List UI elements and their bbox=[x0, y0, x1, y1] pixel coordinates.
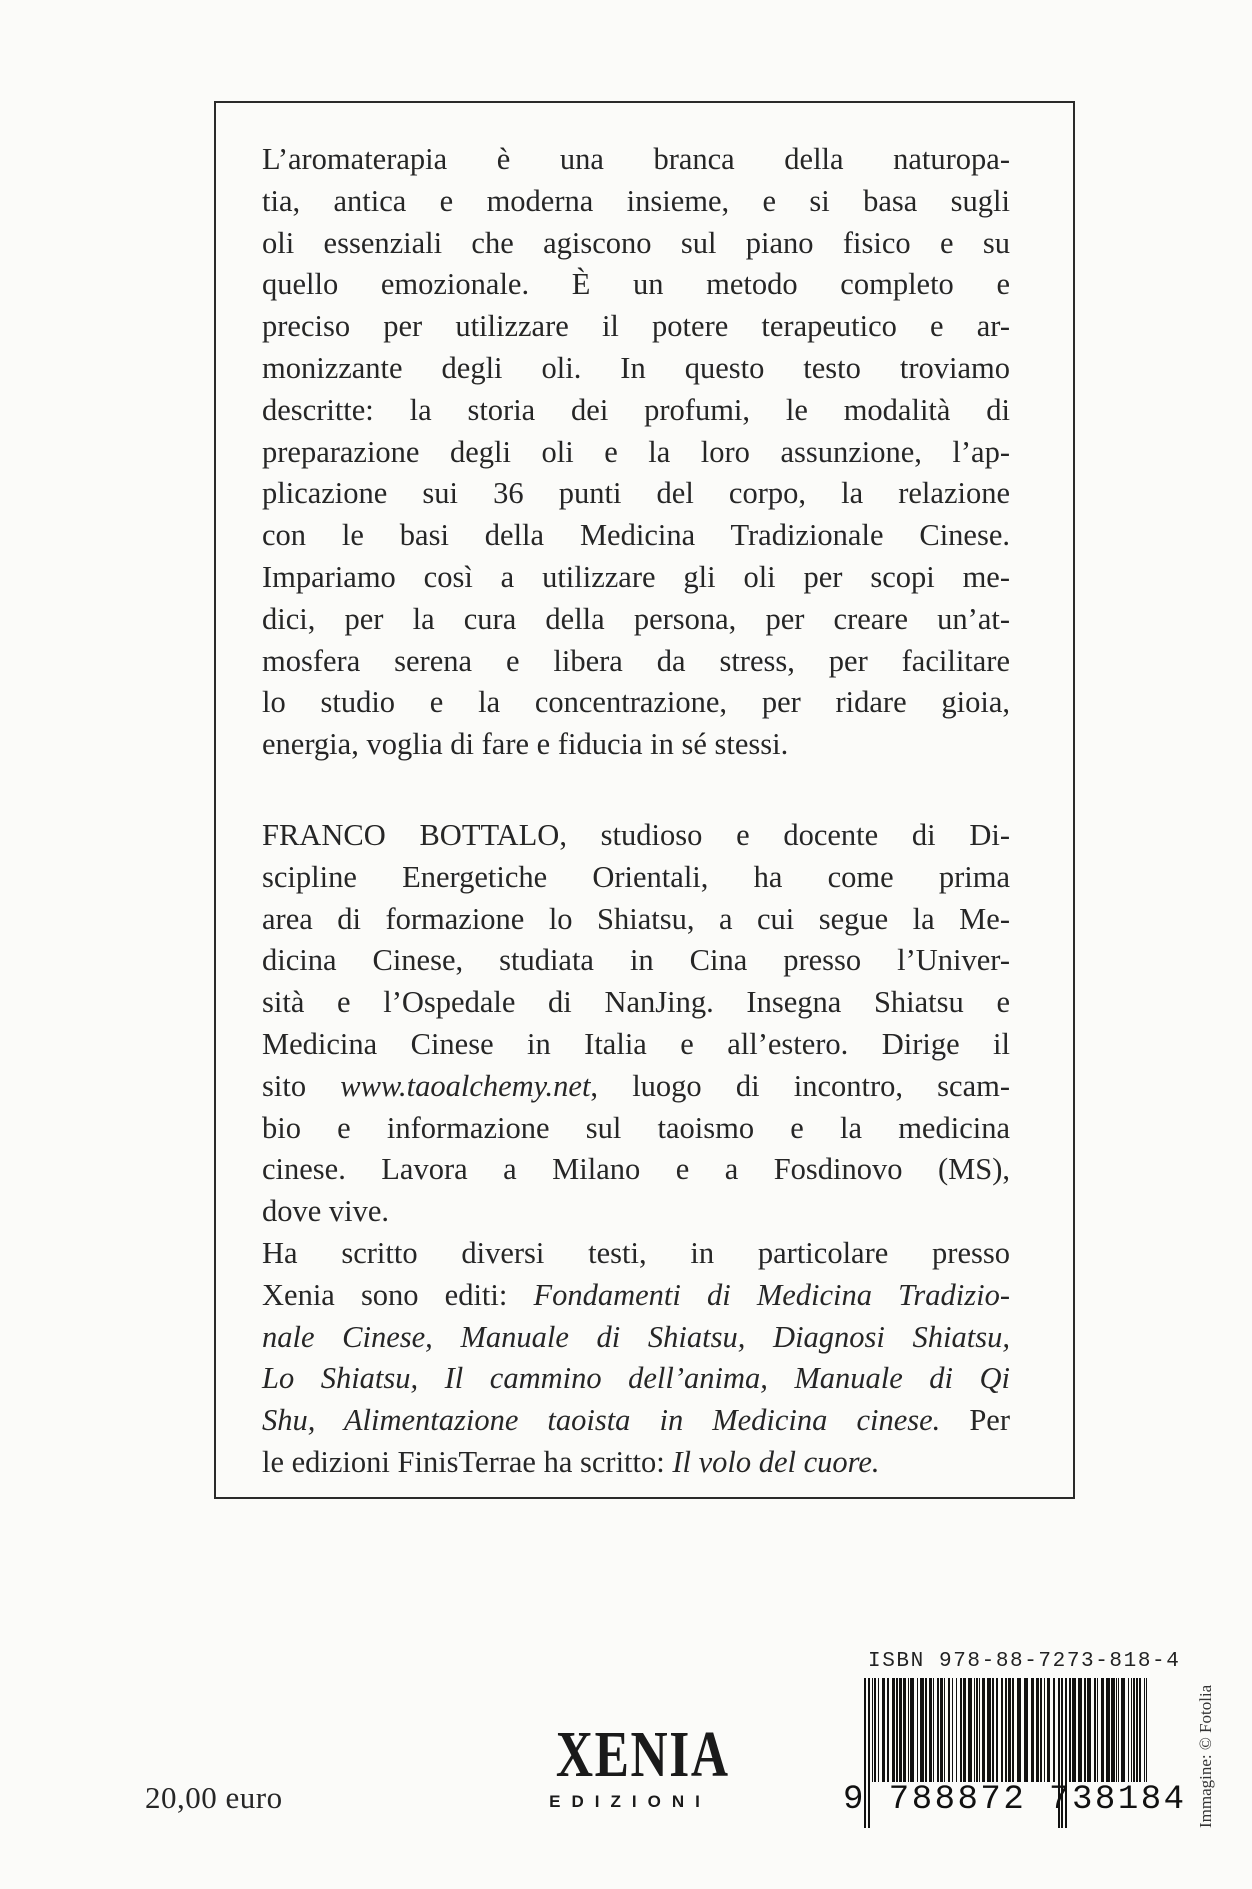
barcode-bar bbox=[892, 1678, 895, 1782]
barcode-bar bbox=[1047, 1678, 1050, 1782]
barcode-bar bbox=[903, 1678, 906, 1782]
text-run: Per bbox=[940, 1403, 1010, 1438]
barcode-bar bbox=[963, 1678, 966, 1782]
barcode-bar bbox=[948, 1678, 950, 1782]
barcode-bar bbox=[1128, 1678, 1129, 1782]
barcode-bar bbox=[1012, 1678, 1014, 1782]
text-run: , luogo di incontro, scam- bbox=[590, 1068, 1010, 1103]
description-line: preparazione degli oli e la loro assunzione, l’ap- bbox=[262, 434, 1010, 469]
publisher-name: XENIA bbox=[555, 1718, 730, 1791]
italic-run: www.taoalchemy.net bbox=[340, 1068, 591, 1103]
barcode-bar bbox=[968, 1678, 972, 1782]
publisher-subtitle: EDIZIONI bbox=[549, 1792, 711, 1811]
italic-run: nale Cinese, Manuale di Shiatsu, Diagnosi Shiatsu, bbox=[262, 1319, 1010, 1354]
barcode-bar bbox=[956, 1678, 957, 1782]
description-line: Impariamo così a utilizzare gli oli per scopi me- bbox=[262, 559, 1010, 594]
description-line: descritte: la storia dei profumi, le modalità di bbox=[262, 392, 1010, 427]
barcode-bar bbox=[882, 1678, 885, 1782]
barcode-bar bbox=[1101, 1678, 1104, 1782]
barcode-bar bbox=[992, 1678, 994, 1782]
italic-run: Fondamenti di Medicina Tradizio- bbox=[533, 1277, 1010, 1312]
text-run: Xenia sono editi: bbox=[262, 1277, 534, 1312]
text-run: cinese. Lavora a Milano e a Fosdinovo (MS), bbox=[262, 1152, 1010, 1187]
book-description bbox=[262, 139, 1010, 766]
barcode-bar bbox=[1133, 1678, 1135, 1782]
barcode-bar bbox=[1001, 1678, 1003, 1782]
text-run: scipline Energetiche Orientali, ha come prima bbox=[262, 859, 1010, 894]
barcode-bar bbox=[878, 1678, 879, 1782]
barcode-bar bbox=[1139, 1678, 1141, 1782]
description-line: con le basi della Medicina Tradizionale Cinese. bbox=[262, 518, 1010, 553]
barcode-bar bbox=[1144, 1678, 1145, 1782]
ean-digits: 9 788872 738184 bbox=[843, 1781, 1187, 1819]
author-line bbox=[262, 1191, 1010, 1233]
barcode-bar bbox=[1097, 1678, 1098, 1782]
description-line: plicazione sui 36 punti del corpo, la relazione bbox=[262, 476, 1010, 511]
italic-run: Shu, Alimentazione taoista in Medicina cinese. bbox=[262, 1403, 941, 1438]
author-line bbox=[262, 899, 1010, 941]
author-biography bbox=[262, 815, 1010, 1484]
barcode-bar bbox=[944, 1678, 945, 1782]
barcode-bar bbox=[925, 1678, 927, 1782]
barcode-bar bbox=[887, 1678, 889, 1782]
barcode-bar bbox=[937, 1678, 939, 1782]
italic-run: Lo Shiatsu, Il cammino dell’anima, Manuale di Qi bbox=[262, 1361, 1010, 1396]
text-run: FRANCO BOTTALO, studioso e docente di Di- bbox=[262, 817, 1010, 852]
barcode-bar bbox=[929, 1678, 932, 1782]
description-line: lo studio e la concentrazione, per ridare gioia, bbox=[262, 685, 1010, 720]
text-run: le edizioni FinisTerrae ha scritto: bbox=[262, 1444, 673, 1479]
barcode-bar bbox=[910, 1678, 914, 1782]
barcode-bar bbox=[974, 1678, 975, 1782]
barcode-bar bbox=[1072, 1678, 1076, 1782]
description-line: mosfera serena e libera da stress, per facilitare bbox=[262, 643, 1010, 678]
barcode-bar bbox=[1044, 1678, 1045, 1782]
description-line: monizzante degli oli. In questo testo troviamo bbox=[262, 350, 1010, 385]
description-line: oli essenziali che agiscono sul piano fisico e su bbox=[262, 225, 1010, 260]
barcode-bar bbox=[1118, 1678, 1119, 1782]
publisher-logo bbox=[535, 1718, 730, 1812]
barcode-bar bbox=[1111, 1678, 1115, 1782]
barcode-bar bbox=[996, 1678, 998, 1782]
description-line: energia, voglia di fare e fiducia in sé stessi. bbox=[262, 727, 789, 762]
text-run: sito bbox=[262, 1068, 341, 1103]
author-line bbox=[262, 1358, 1010, 1400]
barcode-bar bbox=[1053, 1678, 1055, 1782]
barcode-bar bbox=[1146, 1678, 1147, 1782]
description-line: preciso per utilizzare il potere terapeutico e ar- bbox=[262, 309, 1010, 344]
barcode-bar bbox=[899, 1678, 902, 1782]
description-line: dici, per la cura della persona, per creare un’at- bbox=[262, 601, 1010, 636]
barcode-bar bbox=[1024, 1678, 1028, 1782]
description-line: L’aromaterapia è una branca della naturopa- bbox=[262, 142, 1010, 176]
barcode-bar bbox=[1094, 1678, 1096, 1782]
barcode-bar bbox=[1087, 1678, 1091, 1782]
author-line bbox=[262, 982, 1010, 1024]
text-run: Medicina Cinese in Italia e all’estero. Dirige il bbox=[262, 1026, 1010, 1061]
isbn-label: ISBN 978-88-7273-818-4 bbox=[868, 1650, 1181, 1673]
barcode-bar bbox=[1106, 1678, 1110, 1782]
barcode-bar bbox=[1116, 1678, 1117, 1782]
back-cover-text bbox=[262, 139, 1010, 1484]
text-run: area di formazione lo Shiatsu, a cui segue la Me- bbox=[262, 901, 1010, 936]
barcode-bar bbox=[940, 1678, 943, 1782]
barcode-bar bbox=[976, 1678, 978, 1782]
barcode-bar bbox=[1005, 1678, 1007, 1782]
barcode-bar bbox=[987, 1678, 991, 1782]
barcode-bar bbox=[1008, 1678, 1011, 1782]
barcode-bar bbox=[874, 1678, 876, 1782]
text-run: sità e l’Ospedale di NanJing. Insegna Shiatsu e bbox=[262, 985, 1010, 1020]
barcode-bar bbox=[982, 1678, 985, 1782]
author-line bbox=[262, 1317, 1010, 1359]
description-line: quello emozionale. È un metodo completo e bbox=[262, 267, 1010, 302]
price: 20,00 euro bbox=[145, 1780, 283, 1815]
barcode-bar bbox=[960, 1678, 962, 1782]
barcode-bar bbox=[908, 1678, 909, 1782]
author-line bbox=[262, 940, 1010, 982]
barcode-bar bbox=[1017, 1678, 1021, 1782]
barcode-bar bbox=[1031, 1678, 1034, 1782]
barcode-bar bbox=[1069, 1678, 1071, 1782]
author-line bbox=[262, 1024, 1010, 1066]
text-run: dicina Cinese, studiata in Cina presso l’Univer- bbox=[262, 943, 1010, 978]
author-line bbox=[262, 857, 1010, 899]
description-line: tia, antica e moderna insieme, e si basa sugli bbox=[262, 183, 1010, 218]
author-line bbox=[262, 1400, 1010, 1442]
author-line bbox=[262, 1442, 1010, 1484]
barcode-bar bbox=[896, 1678, 898, 1782]
barcode-bar bbox=[1078, 1678, 1082, 1782]
text-run: dove vive. bbox=[262, 1194, 390, 1229]
author-line bbox=[262, 1149, 1010, 1191]
barcode-bar bbox=[872, 1678, 873, 1782]
text-run: bio e informazione sul taoismo e la medicina bbox=[262, 1110, 1010, 1145]
text-run: Ha scritto diversi testi, in particolare presso bbox=[262, 1235, 1010, 1270]
barcode-bar bbox=[1084, 1678, 1086, 1782]
image-credit: Immagine: © Fotolia bbox=[1196, 1684, 1215, 1828]
italic-run: Il volo del cuore. bbox=[672, 1444, 880, 1479]
author-line bbox=[262, 1233, 1010, 1275]
author-line bbox=[262, 815, 1010, 857]
barcode-bar bbox=[933, 1678, 934, 1782]
author-line bbox=[262, 1275, 1010, 1317]
barcode-bar bbox=[979, 1678, 980, 1782]
barcode-bar bbox=[1040, 1678, 1042, 1782]
author-line bbox=[262, 1108, 1010, 1150]
barcode-bar bbox=[1136, 1678, 1138, 1782]
barcode-bar bbox=[917, 1678, 918, 1782]
barcode-bar bbox=[1036, 1678, 1039, 1782]
author-line bbox=[262, 1066, 1010, 1108]
barcode-bar bbox=[952, 1678, 953, 1782]
barcode-bar bbox=[1121, 1678, 1125, 1782]
barcode-bar bbox=[1131, 1678, 1132, 1782]
barcode-bar bbox=[920, 1678, 924, 1782]
